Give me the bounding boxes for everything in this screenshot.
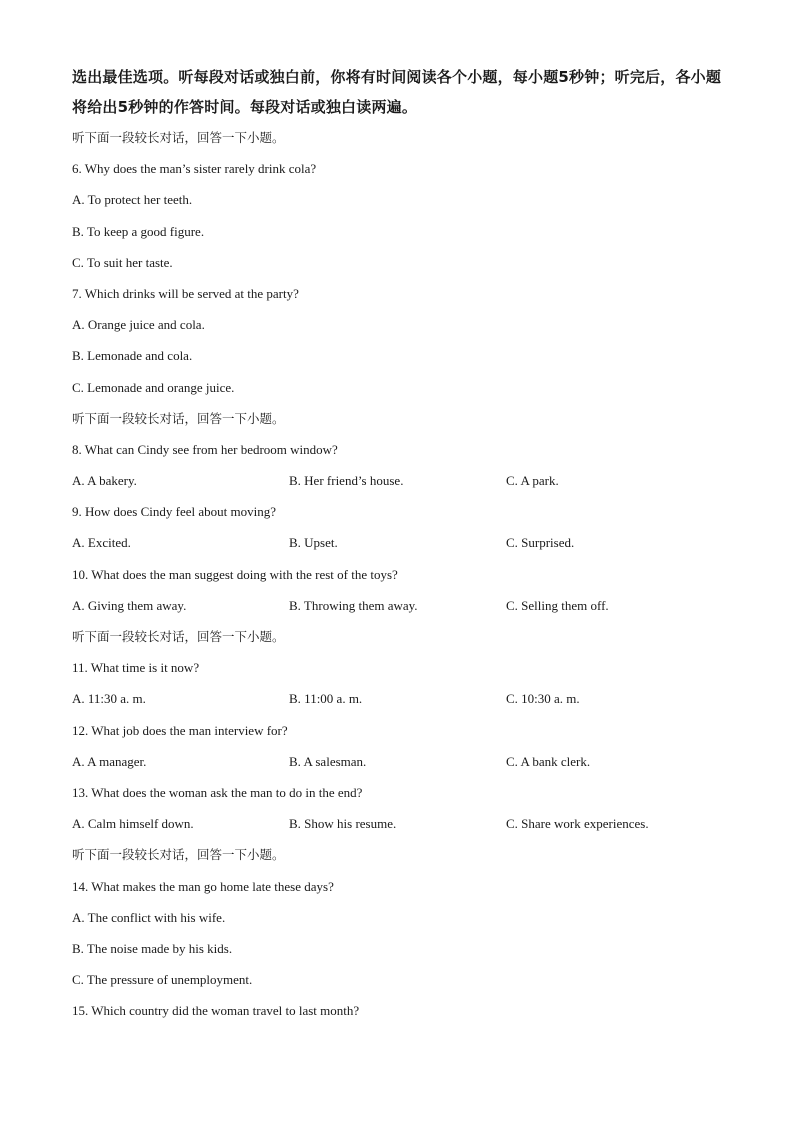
option-13a: A. Calm himself down. <box>72 816 194 832</box>
dialogue-label-2: 听下面一段较长对话，回答一下小题。 <box>72 410 285 426</box>
section-instructions: 选出最佳选项。听每段对话或独白前，你将有时间阅读各个小题，每小题5秒钟；听完后，各小题将给出5秒钟的作答时间。每段对话或独白读两遍。 <box>72 68 722 116</box>
dialogue-label-4: 听下面一段较长对话，回答一下小题。 <box>72 847 285 863</box>
question-7: 7. Which drinks will be served at the party? <box>72 285 299 301</box>
option-10a: A. Giving them away. <box>72 597 187 613</box>
question-10: 10. What does the man suggest doing with the rest of the toys? <box>72 566 398 582</box>
exam-page <box>72 62 732 1026</box>
question-14: 14. What makes the man go home late these days? <box>72 878 334 894</box>
options-row-11 <box>72 683 732 714</box>
option-14a: A. The conflict with his wife. <box>72 909 226 925</box>
option-7b: B. Lemonade and cola. <box>72 348 193 364</box>
option-8b: B. Her friend’s house. <box>289 473 404 489</box>
option-6b: B. To keep a good figure. <box>72 223 205 239</box>
option-6a: A. To protect her teeth. <box>72 192 193 208</box>
option-12a: A. A manager. <box>72 753 147 769</box>
question-11: 11. What time is it now? <box>72 660 200 676</box>
question-6: 6. Why does the man’s sister rarely drink cola? <box>72 161 317 177</box>
question-8: 8. What can Cindy see from her bedroom window? <box>72 441 338 457</box>
option-12c: C. A bank clerk. <box>506 753 591 769</box>
option-14c: C. The pressure of unemployment. <box>72 972 253 988</box>
option-10c: C. Selling them off. <box>506 597 609 613</box>
question-15: 15. Which country did the woman travel to last month? <box>72 1003 360 1019</box>
option-8c: C. A park. <box>506 473 559 489</box>
option-9a: A. Excited. <box>72 535 131 551</box>
option-13b: B. Show his resume. <box>289 816 397 832</box>
option-9b: B. Upset. <box>289 535 338 551</box>
options-row-12 <box>72 746 732 777</box>
option-6c: C. To suit her taste. <box>72 254 173 270</box>
option-7c: C. Lemonade and orange juice. <box>72 379 235 395</box>
option-10b: B. Throwing them away. <box>289 597 418 613</box>
question-12: 12. What job does the man interview for? <box>72 722 288 738</box>
option-14b: B. The noise made by his kids. <box>72 940 233 956</box>
option-11c: C. 10:30 a. m. <box>506 691 580 707</box>
option-9c: C. Surprised. <box>506 535 575 551</box>
options-row-9 <box>72 527 732 558</box>
question-13: 13. What does the woman ask the man to do in the end? <box>72 784 363 800</box>
option-12b: B. A salesman. <box>289 753 367 769</box>
options-row-13 <box>72 808 732 839</box>
options-row-8 <box>72 465 732 496</box>
option-11b: B. 11:00 a. m. <box>289 691 363 707</box>
dialogue-label-1: 听下面一段较长对话，回答一下小题。 <box>72 130 285 145</box>
option-7a: A. Orange juice and cola. <box>72 317 205 333</box>
option-13c: C. Share work experiences. <box>506 816 649 832</box>
option-11a: A. 11:30 a. m. <box>72 691 146 707</box>
option-8a: A. A bakery. <box>72 473 137 489</box>
options-row-10 <box>72 590 732 621</box>
question-9: 9. How does Cindy feel about moving? <box>72 504 276 520</box>
dialogue-label-3: 听下面一段较长对话，回答一下小题。 <box>72 629 285 644</box>
